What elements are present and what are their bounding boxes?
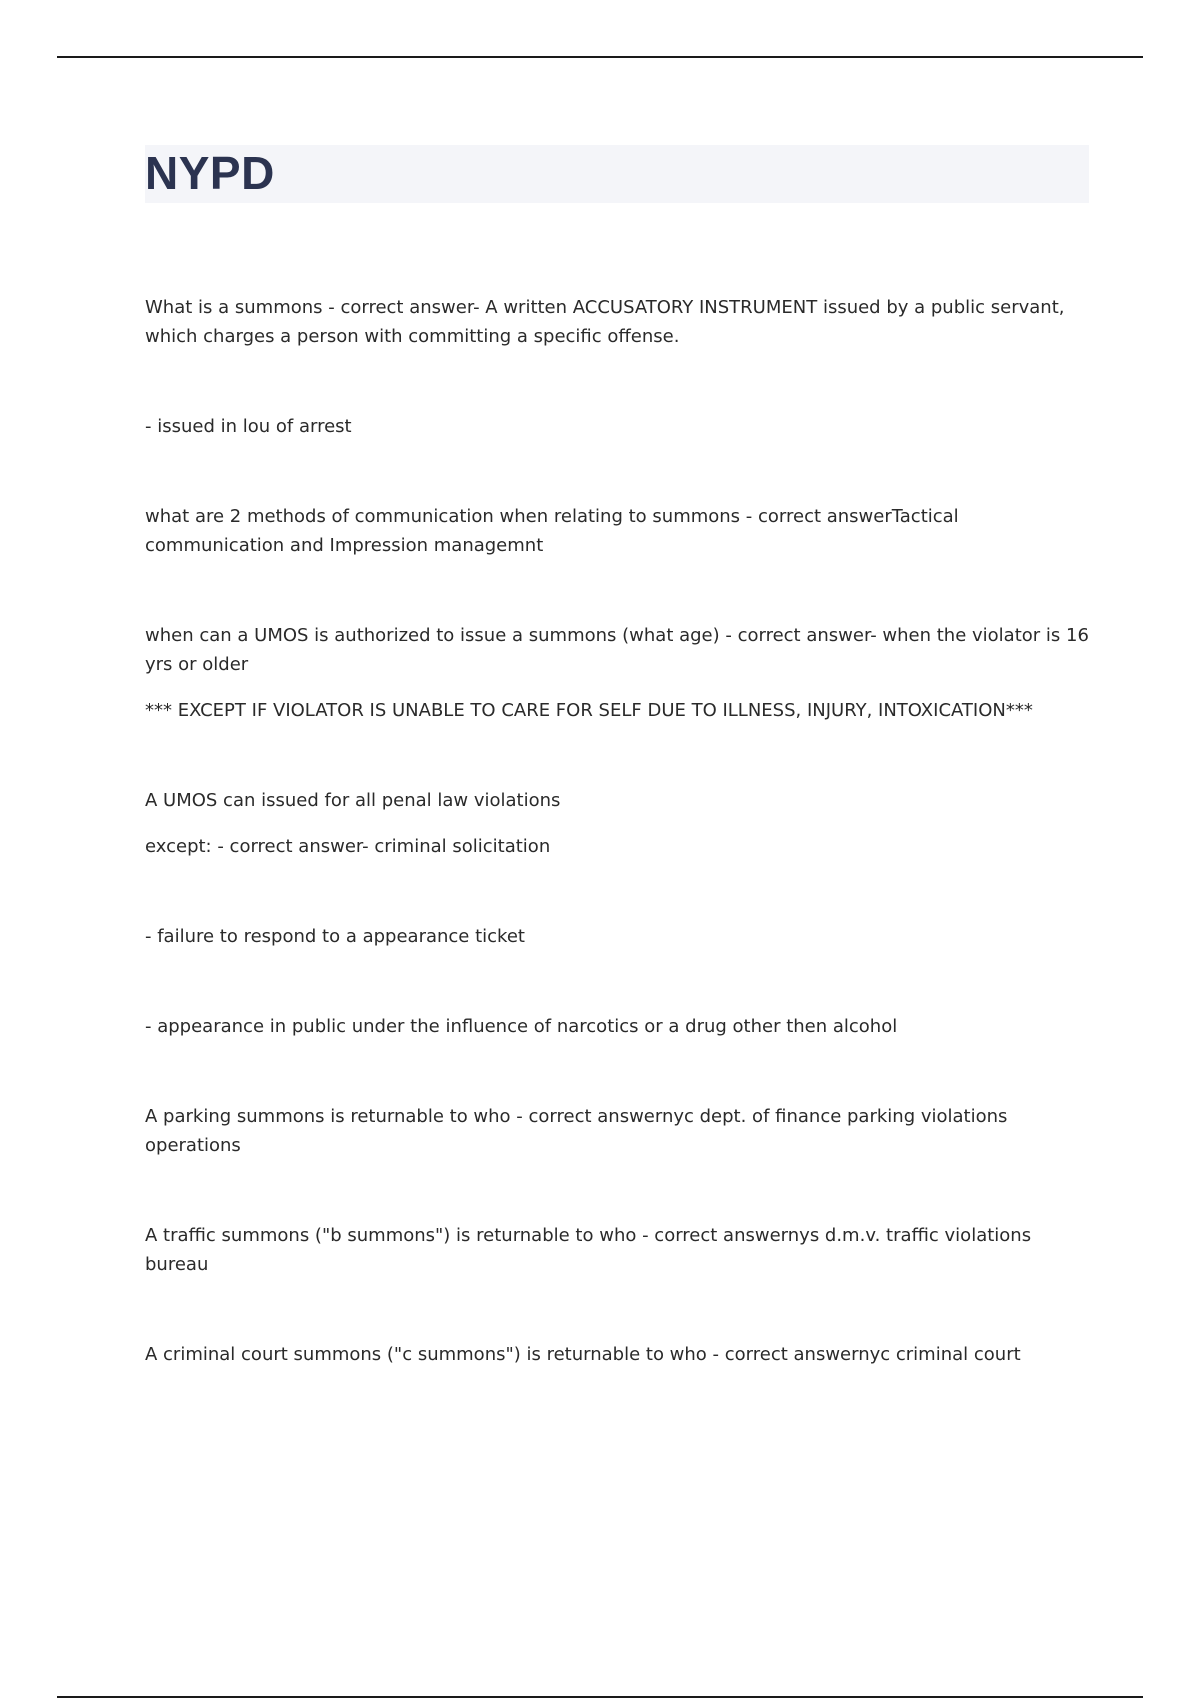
top-rule xyxy=(57,56,1143,58)
paragraph-except-solicitation: except: - correct answer- criminal solicitation xyxy=(145,836,551,857)
bottom-rule xyxy=(57,1696,1143,1698)
paragraph-parking-summons: A parking summons is returnable to who - correct answernyc dept. of finance parking violations operations xyxy=(145,1106,1008,1156)
page-title: NYPD xyxy=(145,147,275,199)
paragraph-summons-definition: What is a summons - correct answer- A written ACCUSATORY INSTRUMENT issued by a public servant, which charges a person with committing a specific offense. xyxy=(145,297,1065,347)
paragraph-authorized-age: when can a UMOS is authorized to issue a summons (what age) - correct answer- when the violator is 16 yrs or older xyxy=(145,625,1089,675)
title-band xyxy=(145,145,1089,203)
paragraph-narcotics: - appearance in public under the influence of narcotics or a drug other then alcohol xyxy=(145,1016,898,1037)
paragraph-lieu-of-arrest: - issued in lou of arrest xyxy=(145,416,352,437)
paragraph-communication-methods: what are 2 methods of communication when relating to summons - correct answerTactical communication and Impression managemnt xyxy=(145,506,959,556)
paragraph-exception-note: *** EXCEPT IF VIOLATOR IS UNABLE TO CARE FOR SELF DUE TO ILLNESS, INJURY, INTOXICATION*** xyxy=(145,700,1033,721)
paragraph-criminal-court-summons: A criminal court summons ("c summons") is returnable to who - correct answernyc criminal court xyxy=(145,1344,1021,1365)
paragraph-penal-law: A UMOS can issued for all penal law violations xyxy=(145,790,561,811)
paragraph-appearance-ticket: - failure to respond to a appearance ticket xyxy=(145,926,525,947)
paragraph-traffic-summons: A traffic summons ("b summons") is returnable to who - correct answernys d.m.v. traffic violations bureau xyxy=(145,1225,1032,1275)
document-body xyxy=(145,293,1095,1369)
